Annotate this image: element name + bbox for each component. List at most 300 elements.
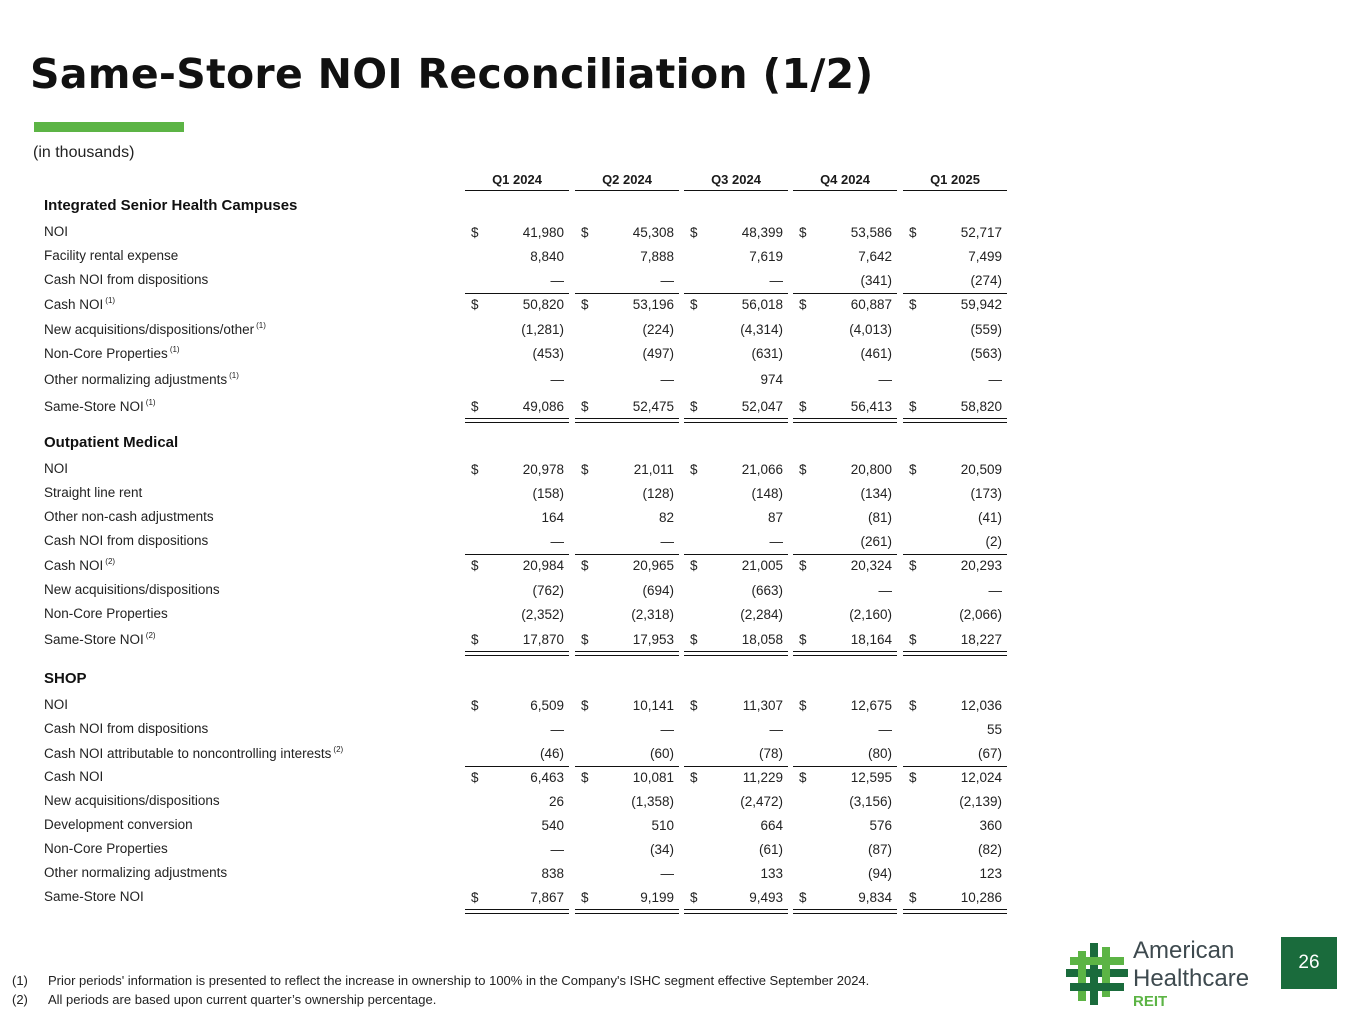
- cell-value: 49,086: [522, 399, 564, 414]
- cell-value: (2,318): [631, 607, 674, 622]
- footnote-2: [12, 992, 869, 1011]
- cell-value: 11,229: [742, 770, 783, 785]
- table-cell: [793, 770, 897, 790]
- row-label: [44, 721, 208, 736]
- table-cell: [465, 746, 569, 766]
- cell-value: —: [878, 583, 892, 598]
- cell-value: 52,475: [632, 399, 674, 414]
- cell-value: (67): [977, 746, 1002, 761]
- table-cell: [903, 534, 1007, 554]
- cell-value: (461): [860, 346, 892, 361]
- units-subtitle: (in thousands): [33, 144, 135, 161]
- table-cell: [575, 462, 679, 482]
- footnote-reference: (1): [256, 321, 266, 330]
- table-cell: [575, 698, 679, 718]
- table-cell: [575, 583, 679, 603]
- table-cell: [903, 249, 1007, 269]
- table-cell: [793, 607, 897, 627]
- row-label-text: Non-Core Properties: [44, 841, 168, 856]
- cell-value: 164: [541, 510, 564, 525]
- cell-value: 52,717: [960, 225, 1002, 240]
- table-cell: [465, 770, 569, 790]
- cell-value: —: [769, 273, 783, 288]
- cell-value: 9,834: [858, 890, 892, 905]
- cell-value: 58,820: [960, 399, 1002, 414]
- cell-value: 10,141: [632, 698, 674, 713]
- cell-value: (631): [751, 346, 783, 361]
- table-cell: [903, 486, 1007, 506]
- currency-symbol: $: [909, 399, 917, 414]
- row-label-text: Cash NOI from dispositions: [44, 533, 209, 548]
- currency-symbol: $: [909, 462, 917, 477]
- cell-value: (497): [642, 346, 674, 361]
- table-cell: [465, 632, 569, 652]
- table-cell: [793, 746, 897, 766]
- footnote-reference: (1): [145, 398, 156, 407]
- cell-value: 21,005: [741, 558, 783, 573]
- footnote-number: (2): [12, 992, 28, 1007]
- cell-value: —: [660, 534, 674, 549]
- footnote-text: Prior periods' information is presented to reflect the increase in ownership to 100% in the Company's ISHC segment effective September 2024.: [48, 973, 870, 988]
- cell-value: (663): [751, 583, 783, 598]
- page-number: 26: [1281, 937, 1337, 989]
- cell-value: (762): [532, 583, 564, 598]
- table-cell: [793, 249, 897, 269]
- cell-value: 7,888: [640, 249, 674, 264]
- currency-symbol: $: [909, 698, 917, 713]
- column-header: Q4 2024: [793, 172, 897, 191]
- row-label: [44, 745, 343, 761]
- table-cell: [465, 722, 569, 742]
- cell-value: —: [988, 372, 1002, 387]
- table-cell: [793, 558, 897, 578]
- cell-value: (1,281): [521, 322, 564, 337]
- cell-value: 6,463: [530, 770, 564, 785]
- table-cell: [684, 722, 788, 742]
- row-label: [44, 509, 214, 524]
- cell-value: 20,978: [522, 462, 564, 477]
- cell-value: —: [550, 722, 564, 737]
- cell-value: 59,942: [960, 297, 1002, 312]
- row-label: [44, 697, 68, 712]
- cell-value: 838: [541, 866, 564, 881]
- table-cell: [684, 866, 788, 886]
- table-cell: [793, 722, 897, 742]
- cell-value: 6,509: [530, 698, 564, 713]
- cell-value: (224): [642, 322, 674, 337]
- table-cell: [575, 399, 679, 419]
- table-cell: [575, 322, 679, 342]
- cell-value: —: [769, 534, 783, 549]
- table-cell: [684, 770, 788, 790]
- row-label-text: Non-Core Properties: [44, 346, 168, 361]
- table-cell: [684, 583, 788, 603]
- currency-symbol: $: [909, 770, 917, 785]
- table-cell: [684, 818, 788, 838]
- table-cell: [903, 558, 1007, 578]
- cell-value: (34): [649, 842, 674, 857]
- row-label: [44, 606, 168, 621]
- table-cell: [903, 722, 1007, 742]
- currency-symbol: $: [799, 890, 807, 905]
- cell-value: —: [769, 722, 783, 737]
- table-cell: [903, 794, 1007, 814]
- table-cell: [684, 632, 788, 652]
- currency-symbol: $: [799, 770, 807, 785]
- section-title: SHOP: [44, 670, 87, 687]
- cell-value: (3,156): [849, 794, 892, 809]
- cell-value: (2,160): [849, 607, 892, 622]
- cell-value: (94): [867, 866, 892, 881]
- table-cell: [465, 273, 569, 293]
- cell-value: 20,293: [960, 558, 1002, 573]
- currency-symbol: $: [581, 558, 589, 573]
- cell-value: 82: [658, 510, 674, 525]
- cell-value: 18,164: [850, 632, 892, 647]
- table-cell: [684, 372, 788, 392]
- row-label-text: NOI: [44, 461, 69, 476]
- table-cell: [465, 842, 569, 862]
- cell-value: 20,800: [850, 462, 892, 477]
- table-cell: [903, 746, 1007, 766]
- table-cell: [903, 273, 1007, 293]
- cell-value: 12,036: [960, 698, 1002, 713]
- cell-value: (173): [970, 486, 1002, 501]
- table-cell: [793, 866, 897, 886]
- cell-value: 12,024: [960, 770, 1002, 785]
- cell-value: (87): [867, 842, 892, 857]
- table-cell: [903, 372, 1007, 392]
- row-label: [44, 296, 115, 312]
- table-cell: [575, 346, 679, 366]
- cell-value: (128): [642, 486, 674, 501]
- cell-value: —: [550, 534, 564, 549]
- table-cell: [903, 607, 1007, 627]
- table-cell: [575, 486, 679, 506]
- cell-value: 20,984: [522, 558, 564, 573]
- currency-symbol: $: [690, 462, 698, 477]
- table-cell: [903, 698, 1007, 718]
- footnote-1: [12, 973, 869, 992]
- footnote-reference: (1): [169, 345, 180, 354]
- table-cell: [903, 399, 1007, 419]
- table-cell: [575, 297, 679, 317]
- table-cell: [684, 297, 788, 317]
- currency-symbol: $: [471, 632, 479, 647]
- row-label: [44, 248, 178, 263]
- cell-value: (2,066): [959, 607, 1002, 622]
- table-cell: [465, 225, 569, 245]
- table-cell: [793, 225, 897, 245]
- cell-value: 53,586: [850, 225, 892, 240]
- cell-value: 21,066: [741, 462, 783, 477]
- currency-symbol: $: [799, 462, 807, 477]
- table-cell: [684, 890, 788, 910]
- cell-value: 12,675: [850, 698, 892, 713]
- cell-value: (81): [867, 510, 892, 525]
- table-cell: [575, 225, 679, 245]
- cell-value: 10,081: [632, 770, 674, 785]
- row-label-text: NOI: [44, 697, 69, 712]
- cell-value: 510: [651, 818, 674, 833]
- cell-value: (4,314): [740, 322, 783, 337]
- cell-value: 17,870: [522, 632, 564, 647]
- table-cell: [575, 818, 679, 838]
- row-label-text: New acquisitions/dispositions/other: [44, 322, 255, 337]
- row-label-text: Non-Core Properties: [44, 606, 168, 621]
- row-label-text: Other normalizing adjustments: [44, 865, 228, 880]
- table-cell: [575, 249, 679, 269]
- currency-symbol: $: [690, 297, 698, 312]
- row-label-text: Facility rental expense: [44, 248, 179, 263]
- cell-value: 974: [760, 372, 783, 387]
- table-cell: [684, 510, 788, 530]
- currency-symbol: $: [581, 632, 589, 647]
- cell-value: 56,018: [741, 297, 783, 312]
- currency-symbol: $: [690, 698, 698, 713]
- row-label: [44, 398, 156, 414]
- row-label-text: New acquisitions/dispositions: [44, 582, 220, 597]
- row-label: [44, 817, 193, 832]
- row-label-text: Cash NOI: [44, 558, 104, 573]
- table-cell: [903, 632, 1007, 652]
- cell-value: (158): [532, 486, 564, 501]
- table-cell: [575, 632, 679, 652]
- cell-value: 48,399: [741, 225, 783, 240]
- table-cell: [793, 399, 897, 419]
- currency-symbol: $: [690, 770, 698, 785]
- cell-value: (61): [758, 842, 783, 857]
- table-cell: [465, 322, 569, 342]
- cell-value: —: [660, 372, 674, 387]
- row-label: [44, 889, 144, 904]
- cell-value: (82): [977, 842, 1002, 857]
- table-cell: [575, 558, 679, 578]
- currency-symbol: $: [581, 225, 589, 240]
- table-cell: [465, 818, 569, 838]
- logo-text-reit: REIT: [1133, 993, 1168, 1010]
- table-cell: [465, 346, 569, 366]
- currency-symbol: $: [690, 399, 698, 414]
- cell-value: 9,493: [749, 890, 783, 905]
- cell-value: —: [550, 273, 564, 288]
- row-label-text: Straight line rent: [44, 485, 143, 500]
- table-cell: [903, 297, 1007, 317]
- cell-value: (80): [867, 746, 892, 761]
- cell-value: —: [550, 372, 564, 387]
- row-label-text: Same-Store NOI: [44, 632, 144, 647]
- currency-symbol: $: [581, 890, 589, 905]
- table-cell: [793, 818, 897, 838]
- cell-value: (2,284): [740, 607, 783, 622]
- currency-symbol: $: [799, 698, 807, 713]
- table-cell: [684, 322, 788, 342]
- page-title: Same-Store NOI Reconciliation (1/2): [30, 50, 874, 98]
- cell-value: (559): [970, 322, 1002, 337]
- table-cell: [575, 746, 679, 766]
- column-header: Q1 2025: [903, 172, 1007, 191]
- title-accent-bar: [34, 122, 184, 132]
- cell-value: 53,196: [632, 297, 674, 312]
- cell-value: 26: [548, 794, 564, 809]
- cell-value: 45,308: [632, 225, 674, 240]
- cell-value: 7,619: [749, 249, 783, 264]
- cell-value: 123: [979, 866, 1002, 881]
- cell-value: 12,595: [850, 770, 892, 785]
- currency-symbol: $: [909, 558, 917, 573]
- row-label: [44, 224, 68, 239]
- cell-value: (46): [539, 746, 564, 761]
- row-label-text: Same-Store NOI: [44, 889, 144, 904]
- cell-value: (2,352): [521, 607, 564, 622]
- table-cell: [793, 372, 897, 392]
- table-cell: [793, 510, 897, 530]
- row-label: [44, 865, 227, 880]
- currency-symbol: $: [799, 297, 807, 312]
- table-cell: [575, 770, 679, 790]
- currency-symbol: $: [581, 399, 589, 414]
- row-label: [44, 371, 239, 387]
- footnote-reference: (2): [105, 557, 116, 566]
- table-cell: [903, 842, 1007, 862]
- table-cell: [793, 462, 897, 482]
- cell-value: (2): [985, 534, 1002, 549]
- cell-value: (4,013): [849, 322, 892, 337]
- cell-value: 20,509: [960, 462, 1002, 477]
- table-cell: [684, 399, 788, 419]
- logo-cross-icon: [1066, 943, 1128, 1005]
- table-cell: [575, 794, 679, 814]
- table-cell: [684, 249, 788, 269]
- logo-text-american: American: [1133, 937, 1235, 964]
- cell-value: 11,307: [742, 698, 783, 713]
- currency-symbol: $: [471, 462, 479, 477]
- currency-symbol: $: [799, 225, 807, 240]
- table-cell: [465, 399, 569, 419]
- row-label: [44, 841, 168, 856]
- row-label: [44, 582, 220, 597]
- column-header: Q1 2024: [465, 172, 569, 191]
- table-cell: [793, 273, 897, 293]
- row-label: [44, 793, 220, 808]
- column-header: Q2 2024: [575, 172, 679, 191]
- cell-value: —: [660, 866, 674, 881]
- cell-value: (694): [642, 583, 674, 598]
- currency-symbol: $: [581, 770, 589, 785]
- table-cell: [575, 372, 679, 392]
- row-label: [44, 272, 208, 287]
- footnote-number: (1): [12, 973, 28, 988]
- cell-value: 7,867: [530, 890, 564, 905]
- cell-value: (1,358): [631, 794, 674, 809]
- table-cell: [684, 698, 788, 718]
- company-logo: [1066, 937, 1266, 1013]
- table-cell: [465, 794, 569, 814]
- currency-symbol: $: [690, 225, 698, 240]
- cell-value: 7,499: [968, 249, 1002, 264]
- table-cell: [684, 534, 788, 554]
- table-cell: [575, 534, 679, 554]
- currency-symbol: $: [471, 297, 479, 312]
- table-cell: [903, 510, 1007, 530]
- table-cell: [684, 346, 788, 366]
- cell-value: —: [660, 273, 674, 288]
- row-label: [44, 557, 115, 573]
- logo-text-healthcare: Healthcare: [1133, 965, 1250, 992]
- cell-value: 18,227: [960, 632, 1002, 647]
- currency-symbol: $: [909, 225, 917, 240]
- table-cell: [465, 372, 569, 392]
- cell-value: 55: [986, 722, 1002, 737]
- currency-symbol: $: [471, 890, 479, 905]
- currency-symbol: $: [471, 399, 479, 414]
- currency-symbol: $: [909, 297, 917, 312]
- cell-value: (134): [860, 486, 892, 501]
- cell-value: (563): [970, 346, 1002, 361]
- cell-value: 133: [760, 866, 783, 881]
- currency-symbol: $: [581, 297, 589, 312]
- cell-value: (148): [751, 486, 783, 501]
- table-cell: [793, 698, 897, 718]
- currency-symbol: $: [690, 558, 698, 573]
- cell-value: —: [878, 722, 892, 737]
- cell-value: (453): [532, 346, 564, 361]
- table-cell: [465, 607, 569, 627]
- table-cell: [903, 866, 1007, 886]
- table-cell: [575, 866, 679, 886]
- table-cell: [465, 534, 569, 554]
- currency-symbol: $: [471, 225, 479, 240]
- table-cell: [903, 583, 1007, 603]
- table-cell: [465, 866, 569, 886]
- table-cell: [684, 462, 788, 482]
- table-cell: [793, 346, 897, 366]
- table-cell: [465, 462, 569, 482]
- currency-symbol: $: [471, 698, 479, 713]
- column-header: Q3 2024: [684, 172, 788, 191]
- table-cell: [793, 842, 897, 862]
- table-cell: [793, 632, 897, 652]
- cell-value: —: [878, 372, 892, 387]
- cell-value: —: [988, 583, 1002, 598]
- table-cell: [793, 322, 897, 342]
- row-label-text: Other normalizing adjustments: [44, 372, 228, 387]
- row-label-text: New acquisitions/dispositions: [44, 793, 220, 808]
- row-label-text: Cash NOI from dispositions: [44, 272, 209, 287]
- cell-value: 360: [979, 818, 1002, 833]
- row-label: [44, 769, 103, 784]
- cell-value: (2,139): [959, 794, 1002, 809]
- cell-value: 41,980: [522, 225, 564, 240]
- cell-value: 664: [760, 818, 783, 833]
- table-cell: [684, 842, 788, 862]
- cell-value: 7,642: [858, 249, 892, 264]
- cell-value: (60): [649, 746, 674, 761]
- cell-value: 20,965: [632, 558, 674, 573]
- table-cell: [465, 698, 569, 718]
- table-cell: [793, 486, 897, 506]
- cell-value: 56,413: [850, 399, 892, 414]
- currency-symbol: $: [799, 558, 807, 573]
- table-cell: [793, 794, 897, 814]
- table-cell: [903, 322, 1007, 342]
- table-cell: [793, 297, 897, 317]
- cell-value: (78): [758, 746, 783, 761]
- footnote-reference: (1): [105, 296, 116, 305]
- section-title: Outpatient Medical: [44, 434, 179, 451]
- row-label: [44, 631, 156, 647]
- table-cell: [903, 346, 1007, 366]
